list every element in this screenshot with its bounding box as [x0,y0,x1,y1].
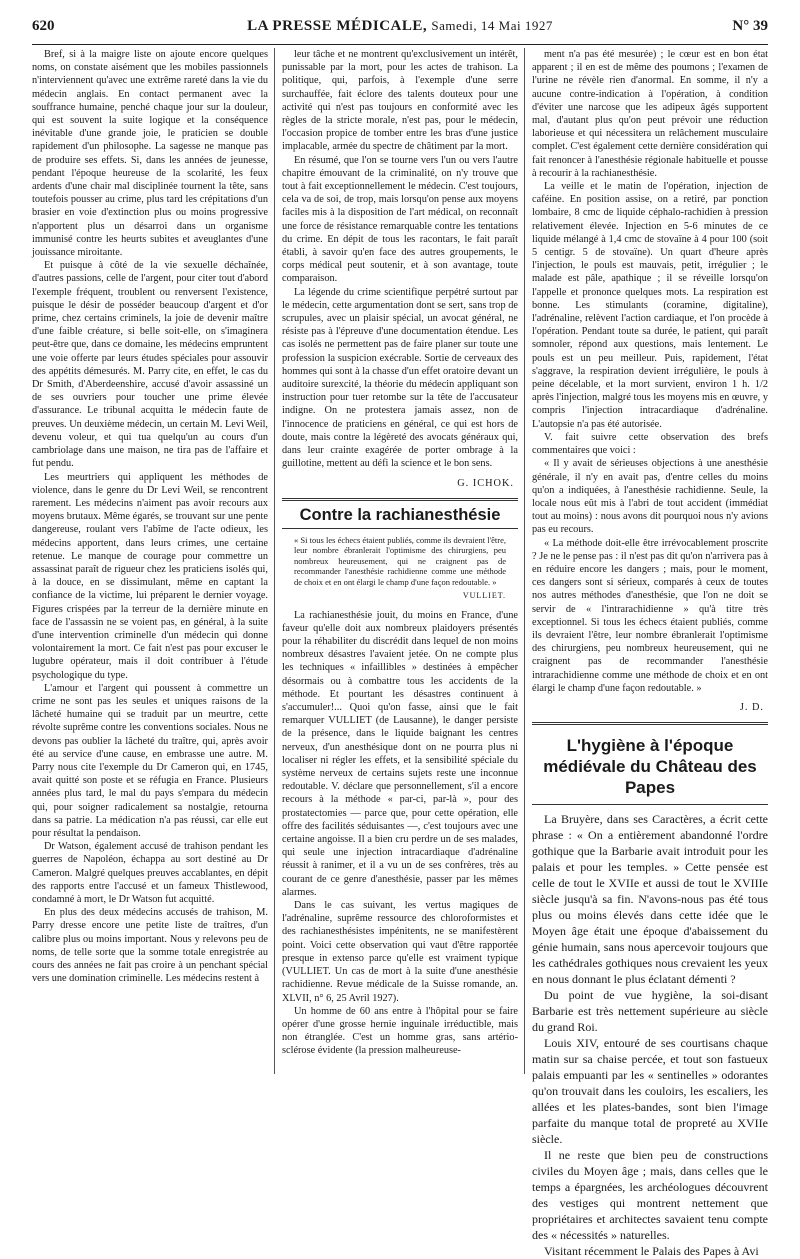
issue-number: N° 39 [732,18,768,34]
article-signature: G. ICHOK. [457,477,514,489]
title-rule [532,804,768,805]
epigraph: « Si tous les échecs étaient publiés, comme ils devraient l'être, leur nombre ébranlerait l'optimisme des chirurgiens, peu nombreux heureusement, qui ne craignent pas de recommander l'anesthésie rachidienne comme une méthode de choix et en ont élargi le champ d'une façon redoutable. » [294,534,506,587]
paragraph: « La méthode doit-elle être irrévocablement proscrite ? Je ne le pense pas : il n'est pas dit qu'on n'arrivera pas à en réduire encore les dangers ; mais, pour le moment, ces dangers sont si sérieux, comparés à ceux de toutes nos autres méthodes d'anesthésie, que l'on ne doit se servir de « l'intrarachidienne » qu'à titre très exceptionnel. Si tous les échecs étaient publiés, comme ils devraient l'être, leur nombre ébranlerait l'optimisme des chirurgiens, peu nombreux heureusement, qui ne craignent pas de recommander l'anesthésie intrarachidienne comme une méthode de choix et en ont élargi le champ d'une façon redoutable. » [532,537,768,694]
issue-date: Samedi, 14 Mai 1927 [431,18,553,33]
paragraph: Louis XIV, entouré de ses courtisans chaque matin sur sa chaise percée, et tout son fastueux palais empuanti par les « sentinelles » odorantes qu'on trouvait dans les couloirs, les escaliers, les allées et les plates-bandes, sont bien l'image parfaite du manque total de propreté au XVIIe siècle. [532,1036,768,1147]
paragraph: Visitant récemment le Palais des Papes à Avi [544,1244,759,1259]
paragraph: ment n'a pas été mesurée) ; le cœur est en bon état apparent ; il en est de même des poumons ; l'examen de l'urine ne révèle rien d'anormal. En somme, il n'y a aucune contre-indication à l'opération, à condition d'éviter une narcose que les adipeux âgés supportent mal, d'autant plus qu'on peut prévoir une réduction laborieuse et qui nécessitera un relâchement musculaire complet. C'est également cette dernière considération qui fait renoncer à l'anesthésie régionale habituelle et pousse à recourir à la rachianesthésie. [532,49,768,179]
page-header [32,16,768,40]
page-number: 620 [32,18,55,34]
paragraph: Il ne reste que bien peu de constructions civiles du Moyen âge ; mais, dans celles que le temps a épargnées, les archéologues découvrent des vestiges qui montrent nettement que propriétaires et architectes savaient tenu compte des « nécessités » naturelles. [532,1148,768,1243]
paragraph: Les meurtriers qui appliquent les méthodes de violence, dans le genre du Dr Levi Weil, se rencontrent rarement. Les médecins n'aiment pas avoir recours aux moyens brutaux. Même égarés, se trouvant sur une pente dangereuse, roulant vers l'abîme de l'acte odieux, les médecins apportent, dans leurs crimes, une certaine retenue. Le manque de courage pour commettre un assassinat paraît de rigueur chez les praticiens isolés qui, à la douce, en se dissimulant, même en captant la confiance de la victime, lui préparent le dernier voyage. Figures crispées par la terreur de la dernière minute en face de l'assassin ne se voient pas, en général, à la suite d'une intervention criminelle d'un médecin qui donne volontairement la mort. Ce fait n'est pas pour excuser le lugubre opérateur, mais il doit contribuer à l'étude psychologique du type. [32,471,268,681]
article-title: L'hygiène à l'époque médiévale du Château des Papes [543,736,757,798]
column-1 [32,48,268,1074]
column-divider [524,48,525,1074]
header-rule [32,44,768,45]
paragraph: Et puisque à côté de la vie sexuelle déchaînée, d'autres passions, celle de l'argent, pour citer tout d'abord l'exemple fréquent, troublent ou renversent l'existence, puisque le désir de posséder beaucoup d'argent et d'or prime, chez certains criminels, la joie de devenir maître d'une faible créature, si belle soit-elle, on s'imaginera peut-être que, dans ce domaine, les médecins empruntent une voie offerte par leurs études spéciales pour assouvir des appétits démesurés. M. Parry cite, en effet, le cas du Dr Smith, d'Aberdeenshire, accusé d'avoir assassiné un de ses ouvriers pour toucher une prime élevée d'assurance. Le tribunal acquitta le médecin faute de preuves. Un deuxième médecin, un certain M. Levi Weil, devenu voleur, et qui tua quelqu'un au cours d'un cambriolage dans une maison, ne tira pas de l'affaire et fut pendu. [32,260,268,470]
paragraph: La Bruyère, dans ses Caractères, a écrit cette phrase : « On a entièrement abandonné l'ordre gothique que la Barbarie avait introduit pour les palais et pour les temples. » Cette pensée est celle de tout le XVIIe et aussi de tout le XVIIIe siècle jusqu'à sa fin. N'avons-nous pas été tous plus ou moins élevés dans cette idée que le Moyen âge était une époque d'abaissement du génie humain, sans nous apercevoir toujours que les cathédrales gothiques nous crevaient les yeux en nous donnant le plus éclatant démenti ? [532,812,768,987]
paragraph: La légende du crime scientifique perpétré surtout par le médecin, cette argumentation dont se sert, sans trop de scrupules, avec un plaisir spécial, un avocat général, ne résiste pas à l'épreuve d'une documentation étendue. Les cas isolés ne permettent pas de faire planer sur toute une profession la suspicion exécrable. Sortie de cerveaux des hommes qui sont à la chasse d'un effet oratoire devant un auditoire surexcité, la théorie du médecin appliquant son instruction pour tuer retombe sur la tête de l'accusateur indigne. On ne protestera jamais assez, non de l'innocence de praticiens en général, ce qui est hors de doute, mais contre la légèreté des avocats généraux qui, dans leur crainte exagérée de porter ombrage à la guillotine, mettent au défi la science et le bon sens. [282,286,518,470]
paragraph: Bref, si à la maigre liste on ajoute encore quelques noms, on constate aisément que les mobiles passionnels n'interviennent qu'avec une extrême rareté dans la vie du médecin anglais. En contact permanent avec la souffrance humaine, penché chaque jour sur la douleur, qui est souvent la suite logique et la conséquence inévitable d'une grande joie, le praticien se double rapidement d'un philosophe. La sagesse ne manque pas de produire ses effets. Si, dans les années de jeunesse, pendant l'époque heureuse de la scolarité, les feux ardents d'une chair mal disciplinée tournent la tête, sans toutefois pousser au crime, plus tard les crépitations d'un brasier en voie d'extinction plus ou moins progressive n'apportent plus un désarroi dans un organisme immunisé contre les heurts subites et aveuglantes d'une jouissance miroitante. [32,49,268,259]
paragraph: V. fait suivre cette observation des brefs commentaires que voici : [532,431,768,457]
paragraph: L'amour et l'argent qui poussent à commettre un crime ne sont pas les seules et uniques raisons de la lâcheté humaine qui se traduit par un meurtre, cette révolte suprême contre les conventions sociales. Nous ne devons pas oublier la lâcheté du traître, qui, après avoir été au service d'une cause, en embrasse une autre. M. Parry nous cite l'exemple du Dr Cameron qui, en 1745, avait quitté son poste et se réfugia en France. Plusieurs années plus tard, le mal du pays s'empara du médecin qui, pour soigner radicalement sa nostalgie, retourna dans sa patrie. La médication n'a pas réussi, car elle eut pour résultat la pendaison. [32,682,268,839]
paragraph: La veille et le matin de l'opération, injection de caféine. En position assise, on a retiré, par ponction lombaire, 8 cmc de liquide céphalo-rachidien à pression relativement élevée. Injection en 5-6 minutes de ce liquide mélangé à 1,4 cmc de stovaïne à 4 pour 100 (soit 5 centigr. 5 de stovaïne). Un quart d'heure après l'injection, le pouls est mauvais, petit, irrégulier ; le malade est pâle, apathique ; il se réveille lorsqu'on l'appelle et prononce quelques mots. La respiration est bonne. Les stimulants (coramine, digitaline), l'adrénaline, relèvent l'action cardiaque, et l'on procède à l'opération. Pendant toute sa durée, le patient, qui paraît somnoler, répond aux questions, mais lentement. Le pouls est un peu meilleur. Puis, rapidement, l'état s'aggrave, la respiration devient irrégulière, le pouls à peine décelable, et la mort survient, environ 1 h. 1/2 après l'injection, malgré tous les moyens mis en œuvre, y compris l'injection intracardiaque d'adrénaline. L'autopsie n'a pas été autorisée. [532,181,768,430]
paragraph: En résumé, que l'on se tourne vers l'un ou vers l'autre chapitre émouvant de la criminalité, on n'y trouve que tout à fait exceptionnellement le médecin. C'est toujours, cela va de soi, de trop, mais lorsqu'on pense aux moyens faciles mis à la disposition de l'art médical, on reconnaît une force de résistance remarquable contre les tentations du crime. En dépit de tous les racontars, le fait paraît établi, à savoir qu'en face des autres groupements, le corps médical peut soutenir, et à son avantage, toute comparaison. [282,154,518,285]
title-rule [282,528,518,529]
paragraph: En plus des deux médecins accusés de trahison, M. Parry dresse encore une petite liste de traîtres, d'un calibre plus ou moins important. Nous y relevons peu de noms, de telle sorte que la somme totale enregistrée au cours des années ne fait pas croire à un penchant spécial vers une domination criminelle. Les médecins restent à [32,907,268,985]
article-separator [282,498,518,501]
article-body [532,811,768,1259]
paragraph: Du point de vue hygiène, la soi-disant Barbarie est très nettement supérieure au siècle du grand Roi. [532,988,768,1035]
article-title: Contre la rachianesthésie [299,505,501,524]
paragraph: Un homme de 60 ans entre à l'hôpital pour se faire opérer d'une grosse hernie inguinale irréductible, mais non étranglée. C'est un homme gras, sans artério-sclérose évidente (la pression malheureuse- [282,1005,518,1057]
paragraph: Dr Watson, également accusé de trahison pendant les guerres de Napoléon, échappa au sort destiné au Dr Cameron. Malgré quelques preuves accablantes, en dépit des rapports entre l'accusé et un fameux Thistlewood, condamné à mort, le Dr Watson fut acquitté. [32,841,268,905]
running-title [32,18,768,35]
paragraph: Dans le cas suivant, les vertus magiques de l'adrénaline, suprême ressource des chloroformistes et des rachianesthésistes impénitents, ne se manifestèrent point. Voici cette observation qui vaut d'être rapportée presque in extenso parce qu'elle est vraiment typique (VULLIET. Un cas de mort à la suite d'une anesthésie rachidienne. Revue médicale de la Suisse romande, an. XLVII, n° 6, 25 Avril 1927). [282,900,518,1004]
column-2 [282,48,518,1074]
paragraph: leur tâche et ne montrent qu'exclusivement un intérêt, punissable par la mort, pour les actes de trahison. La politique, qui, parfois, à l'exemple d'une serre surchauffée, fait éclore des talents douteux pour une activité qui n'est pas toujours en conformité avec les règles de la stricte morale, n'est pas, pour le médecin, l'occasion propice de tomber entre les bras d'une justice implacable, armée du spectre de châtiment par la mort. [282,49,518,153]
epigraph-author: VULLIET. [462,591,506,601]
article-signature: J. D. [739,701,764,713]
column-3 [532,48,768,1259]
paragraph: « Il y avait de sérieuses objections à une anesthésie générale, il n'y en avait pas, d'entre celles du moins qu'on a indiquées, à l'anesthésie rachidienne. Seule, la locale nous eût mis à l'abri de tout accident (immédiat tout au moins) : nous avons dit pourquoi nous n'y avions pas eu recours. [532,458,768,536]
paragraph: La rachianesthésie jouit, du moins en France, d'une faveur qu'elle doit aux nombreux plaidoyers présentés pour la réhabiliter du discrédit dans lequel de non moins nombreux désastres l'avaient jetée. On ne compte plus les techniques « infaillibles » destinées à empêcher désormais ou à combattre tous les accidents de la méthode. Et pourtant les désastres continuent à s'accumuler!... Quoi qu'on fasse, ainsi que le fait remarquer VULLIET (de Lausanne), le danger persiste de la présence, dans le liquide baignant les centres nerveux, d'un anesthésique dont on ne pourra plus ni localiser ni régler les effets, et la sensibilité spéciale du système nerveux de certains sujets reste une inconnue redoutable. V. déclare que personnellement, s'il a encore recours à la méthode « par-ci, par-là », pour des prostatectomies — parce que, pour cette opération, elle offre des facilités séduisantes —, c'est toujours avec une certaine angoisse. Il a bien cru perdre un de ses malades, qui seule une injection intracardiaque d'adrénaline réussit à ranimer, et il a vu un de ses confrères, très au courant de ce genre d'anesthésie, passer par les mêmes alarmes. [282,609,518,898]
journal-name: LA PRESSE MÉDICALE, [247,18,428,34]
article-separator [532,722,768,725]
column-divider [274,48,275,1074]
